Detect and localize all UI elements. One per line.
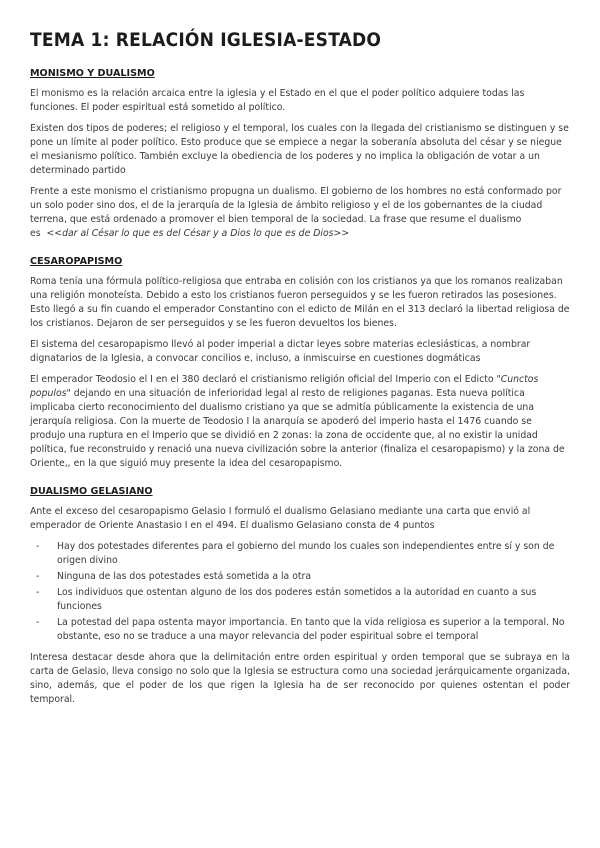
list-item: - Hay dos potestades diferentes para el gobierno del mundo los cuales son independientes entre sí y son de origen divino xyxy=(36,541,555,566)
paragraph-text: dejando en una situación de inferioridad legal al resto de religiones paganas. Esta nueva política implicaba cierto reconocimiento del dualismo cristiano ya que se admitía públicamente la existencia de una jerarquía religiosa. Con la muerte de Teodosio I la anarquía se apoderó del imperio hasta el 1476 cuando se produjo una ruptura en el Imperio que se dividió en 2 zonas: la zona de occidente que, al no existir la unidad política, fue reconstruido y renació una nueva civilización sobre la anterior (finaliza el cesaropapismo) y la zona de Oriente,, en la que siguió muy presente la idea del cesaropapismo. xyxy=(30,388,565,469)
section-heading: DUALISMO GELASIANO xyxy=(30,486,153,497)
section-dualismo-gelasiano xyxy=(30,485,570,707)
paragraph-text: El emperador Teodosio el I en el 380 declaró el cristianismo religión oficial del Imperio con el Edicto xyxy=(30,374,497,385)
page-title: TEMA 1: RELACIÓN IGLESIA-ESTADO xyxy=(30,29,382,51)
dash-bullet: - xyxy=(36,617,40,628)
list-item: - Los individuos que ostentan alguno de los dos poderes están sometidos a la autoridad en cuanto a sus funciones xyxy=(36,587,537,612)
list-item: - Ninguna de las dos potestades está sometida a la otra xyxy=(36,571,312,582)
section-heading: MONISMO Y DUALISMO xyxy=(30,68,155,79)
dash-bullet: - xyxy=(36,571,40,582)
section-heading: CESAROPAPISMO xyxy=(30,256,123,267)
points-list xyxy=(30,540,570,644)
paragraph: Ante el exceso del cesaropapismo Gelasio I formuló el dualismo Gelasiano mediante una carta que envió al emperador de Oriente Anastasio I en el 494. El dualismo Gelasiano consta de 4 puntos xyxy=(30,506,531,531)
paragraph: Roma tenía una fórmula político-religiosa que entraba en colisión con los cristianos ya que los romanos realizaban una religión monoteísta. Debido a esto los cristianos fueron perseguidos y se les fueron retirados las posesiones. Esto llegó a su fin cuando el emperador Constantino con el edicto de Milán en el 313 declaró la libertad religiosa de los cristianos. Dejaron de ser perseguidos y se les fueron devueltos los bienes. xyxy=(30,276,570,329)
paragraph-text: Frente a este monismo el cristianismo propugna un dualismo. El gobierno de los hombres no está conformado por un solo poder sino dos, el de la jerarquía de la Iglesia de ámbito religioso y el de los gobernantes de la ciudad terrena, que está ordenado a promover el bien temporal de la sociedad. La frase que resume el dualismo es xyxy=(30,186,562,239)
paragraph xyxy=(30,373,570,471)
paragraph: Existen dos tipos de poderes; el religioso y el temporal, los cuales con la llegada del cristianismo se distinguen y se pone un límite al poder político. Esto produce que se empiece a negar la soberanía absoluta del césar y se niegue el mesianismo político. También excluye la obediencia de los poderes y no implica la obligación de votar a un determinado partido xyxy=(30,123,569,176)
edict-name: "Cunctos populos" xyxy=(30,374,539,399)
dash-bullet: - xyxy=(36,541,40,552)
dash-bullet: - xyxy=(36,587,40,598)
section-monismo xyxy=(30,67,570,241)
paragraph xyxy=(30,185,570,241)
section-cesaropapismo xyxy=(30,255,570,471)
paragraph: Interesa destacar desde ahora que la delimitación entre orden espiritual y orden temporal que se subraya en la carta de Gelasio, lleva consigo no solo que la Iglesia se estructura como una sociedad jerárquicamente organizada, sino, además, que el poder de los que rigen la Iglesia ha de ser reconocido por quienes ostentan el poder temporal. xyxy=(30,652,570,705)
list-item: - La potestad del papa ostenta mayor importancia. En tanto que la vida religiosa es superior a la temporal. No obstante, eso no se traduce a una mayor relevancia del poder espiritual sobre el temporal xyxy=(36,617,565,642)
quote: <<dar al César lo que es del César y a Dios lo que es de Dios>> xyxy=(46,228,350,239)
paragraph: El monismo es la relación arcaica entre la iglesia y el Estado en el que el poder político adquiere todas las funciones. El poder espiritual está sometido al político. xyxy=(30,88,525,113)
paragraph: El sistema del cesaropapismo llevó al poder imperial a dictar leyes sobre materias eclesiásticas, a nombrar dignatarios de la Iglesia, a convocar concilios e, incluso, a inmiscuirse en cuestiones dogmáticas xyxy=(30,339,531,364)
